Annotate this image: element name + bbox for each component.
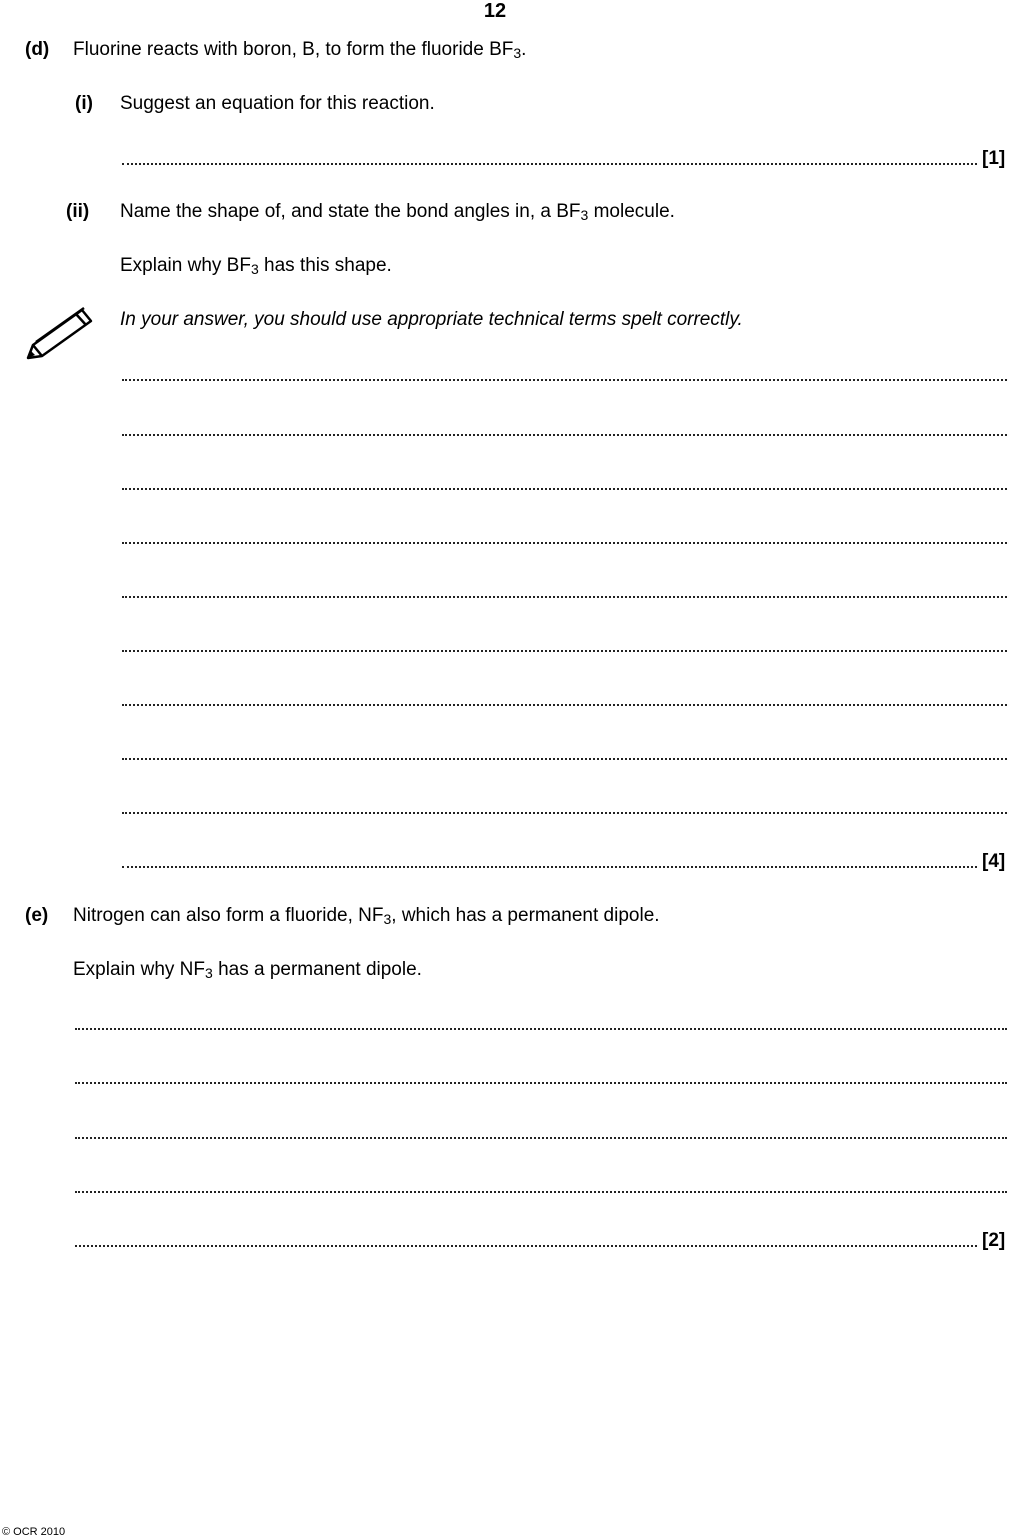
- answer-line-e-3[interactable]: [75, 1131, 1007, 1139]
- part-d-label: (d): [25, 39, 50, 60]
- qwc-instruction: In your answer, you should use appropriate technical terms spelt correctly.: [120, 309, 743, 330]
- part-d-ii-question: Name the shape of, and state the bond angles in, a $BF_3$ molecule.: [120, 201, 675, 223]
- marks-d-ii: [4]: [982, 851, 1006, 872]
- answer-line-d-ii-4[interactable]: [122, 536, 1007, 544]
- answer-line-d-i[interactable]: [122, 157, 977, 165]
- answer-line-e-1[interactable]: [75, 1022, 1007, 1030]
- answer-line-d-ii-5[interactable]: [122, 590, 1007, 598]
- marks-e: [2]: [982, 1230, 1006, 1251]
- answer-line-d-ii-7[interactable]: [122, 698, 1007, 706]
- part-d-ii-label: (ii): [66, 201, 90, 222]
- answer-line-d-ii-3[interactable]: [122, 482, 1007, 490]
- copyright-footer: © OCR 2010: [2, 1526, 66, 1538]
- answer-line-d-ii-6[interactable]: [122, 644, 1007, 652]
- pencil-icon: [24, 304, 96, 362]
- part-e-explain: Explain why $NF_3$ has a permanent dipole.: [73, 959, 422, 981]
- answer-line-e-4[interactable]: [75, 1185, 1007, 1193]
- answer-line-d-ii-9[interactable]: [122, 806, 1007, 814]
- answer-line-e-2[interactable]: [75, 1076, 1007, 1084]
- page-number: 12: [483, 0, 507, 22]
- part-e-label: (e): [25, 905, 49, 926]
- answer-line-d-ii-10[interactable]: [122, 860, 977, 868]
- answer-line-d-ii-2[interactable]: [122, 428, 1007, 436]
- part-d-ii-explain: Explain why $BF_3$ has this shape.: [120, 255, 392, 277]
- part-e-stem: Nitrogen can also form a fluoride, $NF_3$, which has a permanent dipole.: [73, 905, 660, 927]
- answer-line-d-ii-8[interactable]: [122, 752, 1007, 760]
- part-d-i-question: Suggest an equation for this reaction.: [120, 93, 435, 114]
- part-d-stem: Fluorine reacts with boron, B, to form the fluoride $BF_3$.: [73, 39, 527, 61]
- answer-line-d-ii-1[interactable]: [122, 373, 1007, 381]
- part-d-i-label: (i): [75, 93, 93, 114]
- answer-line-e-5[interactable]: [75, 1239, 977, 1247]
- marks-d-i: [1]: [982, 148, 1006, 169]
